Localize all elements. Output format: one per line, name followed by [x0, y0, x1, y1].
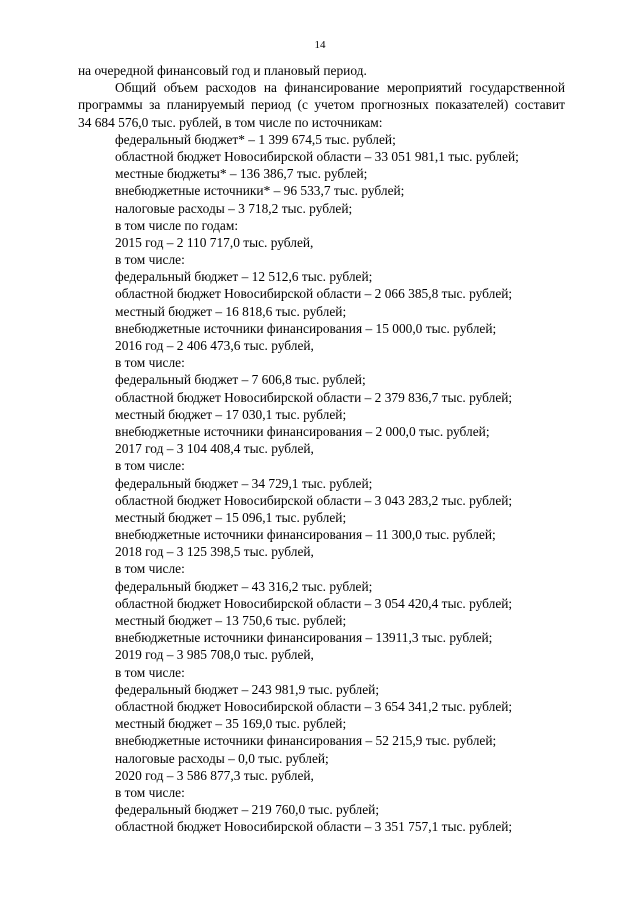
text-line: 34 684 576,0 тыс. рублей, в том числе по источникам: — [78, 114, 383, 130]
text-line: в том числе: — [115, 561, 185, 577]
text-line: внебюджетные источники финансирования – 11 300,0 тыс. рублей; — [115, 527, 496, 543]
document-body — [78, 62, 565, 835]
text-line: Общий объем расходов на финансирование мероприятий государственной — [115, 80, 565, 96]
text-line: областной бюджет Новосибирской области – 33 051 981,1 тыс. рублей; — [115, 148, 519, 164]
text-line: федеральный бюджет – 243 981,9 тыс. рублей; — [115, 681, 380, 697]
text-line: внебюджетные источники финансирования – 13911,3 тыс. рублей; — [115, 630, 493, 646]
text-line: местный бюджет – 17 030,1 тыс. рублей; — [115, 406, 347, 422]
text-line: внебюджетные источники* – 96 533,7 тыс. рублей; — [115, 183, 405, 199]
text-line: внебюджетные источники финансирования – 2 000,0 тыс. рублей; — [115, 423, 490, 439]
text-line: в том числе: — [115, 355, 185, 371]
text-line: областной бюджет Новосибирской области – 3 654 341,2 тыс. рублей; — [115, 698, 513, 714]
text-line: местные бюджеты* – 136 386,7 тыс. рублей; — [115, 166, 368, 182]
text-line: местный бюджет – 15 096,1 тыс. рублей; — [115, 509, 347, 525]
text-line: 2017 год – 3 104 408,4 тыс. рублей, — [115, 441, 314, 457]
text-line: в том числе по годам: — [115, 217, 239, 233]
text-line: областной бюджет Новосибирской области – 3 054 420,4 тыс. рублей; — [115, 595, 513, 611]
text-line: в том числе: — [115, 784, 185, 800]
text-line: областной бюджет Новосибирской области – 3 043 283,2 тыс. рублей; — [115, 492, 513, 508]
text-line: 2015 год – 2 110 717,0 тыс. рублей, — [115, 234, 314, 250]
text-line: федеральный бюджет – 219 760,0 тыс. рублей; — [115, 802, 380, 818]
text-line: внебюджетные источники финансирования – 52 215,9 тыс. рублей; — [115, 733, 497, 749]
text-line: в том числе: — [115, 252, 185, 268]
text-line: налоговые расходы – 0,0 тыс. рублей; — [115, 750, 329, 766]
text-line: федеральный бюджет – 12 512,6 тыс. рублей; — [115, 269, 373, 285]
text-line: федеральный бюджет – 7 606,8 тыс. рублей; — [115, 372, 366, 388]
text-line: 2019 год – 3 985 708,0 тыс. рублей, — [115, 647, 314, 663]
text-line: в том числе: — [115, 458, 185, 474]
text-line: федеральный бюджет* – 1 399 674,5 тыс. рублей; — [115, 131, 396, 147]
page-number: 14 — [314, 39, 326, 51]
text-line: местный бюджет – 13 750,6 тыс. рублей; — [115, 613, 347, 628]
text-line: в том числе: — [115, 664, 185, 680]
text-line: федеральный бюджет – 34 729,1 тыс. рублей; — [115, 475, 373, 491]
text-line: областной бюджет Новосибирской области – 2 066 385,8 тыс. рублей; — [115, 286, 513, 302]
text-line: местный бюджет – 16 818,6 тыс. рублей; — [115, 303, 347, 319]
text-line: 2020 год – 3 586 877,3 тыс. рублей, — [115, 767, 314, 783]
text-line: на очередной финансовый год и плановый период. — [78, 63, 367, 78]
text-line: местный бюджет – 35 169,0 тыс. рублей; — [115, 716, 347, 732]
text-line: 2018 год – 3 125 398,5 тыс. рублей, — [115, 544, 314, 560]
text-line: 2016 год – 2 406 473,6 тыс. рублей, — [115, 338, 314, 353]
text-line: федеральный бюджет – 43 316,2 тыс. рублей; — [115, 578, 373, 594]
text-line: областной бюджет Новосибирской области – 2 379 836,7 тыс. рублей; — [115, 389, 513, 405]
text-line: программы за планируемый период (с учетом прогнозных показателей) составит — [78, 97, 565, 113]
text-line: налоговые расходы – 3 718,2 тыс. рублей; — [115, 200, 353, 216]
text-line: областной бюджет Новосибирской области – 3 351 757,1 тыс. рублей; — [115, 819, 513, 835]
text-line: внебюджетные источники финансирования – 15 000,0 тыс. рублей; — [115, 320, 497, 336]
